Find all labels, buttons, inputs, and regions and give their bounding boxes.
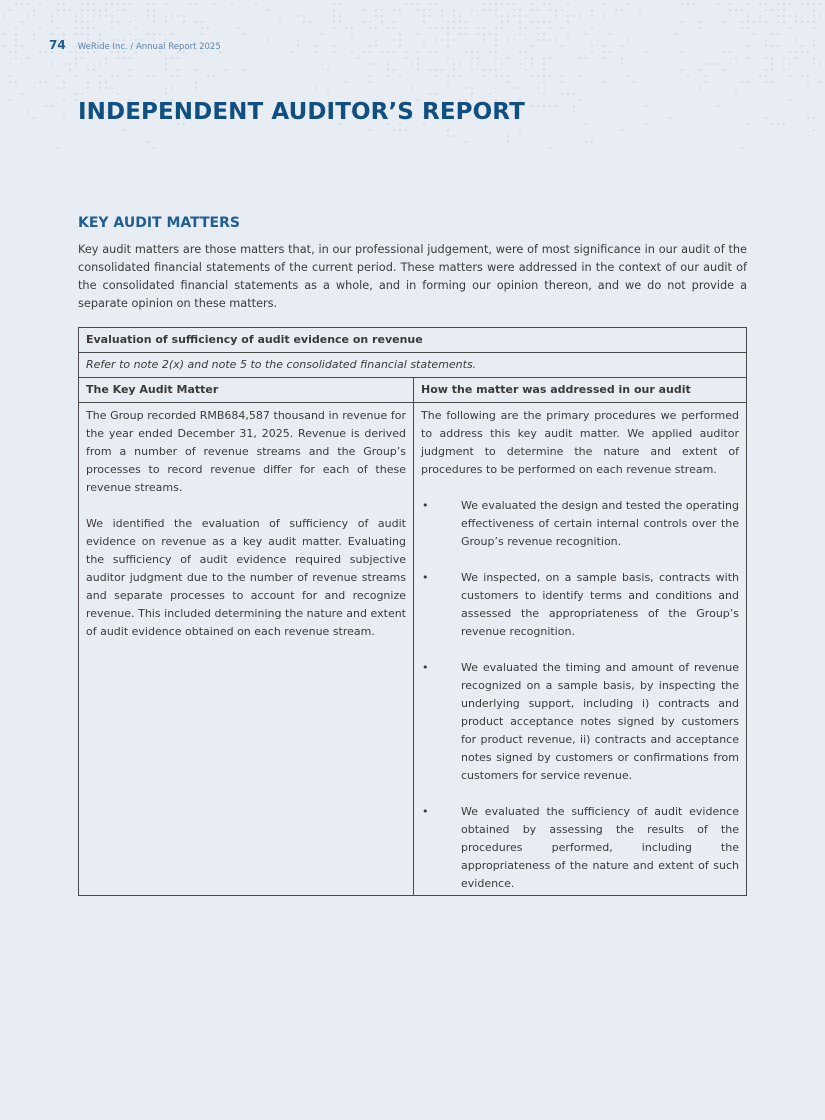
procedure-text: We evaluated the sufficiency of audit evidence obtained by assessing the results of the procedures performed, including the appropriateness of the nature and extent of such evidence. [461,805,739,890]
key-audit-matter-table [78,327,747,896]
table-body-row [79,403,747,896]
matter-paragraph: We identified the evaluation of sufficiency of audit evidence on revenue as a key audit matter. Evaluating the sufficiency of audit evidence required subjective auditor judgment due to the number of revenue streams and separate processes to account for and recognize revenue. This included determining the nature and extent of audit evidence obtained on each revenue stream. [86,517,406,638]
procedure-item [421,497,739,551]
procedure-text: We evaluated the design and tested the operating effectiveness of certain internal controls over the Group’s revenue recognition. [461,499,739,548]
page-title: INDEPENDENT AUDITOR’S REPORT [78,99,525,125]
section-intro: Key audit matters are those matters that, in our professional judgement, were of most significance in our audit of the consolidated financial statements of the current period. These matters were addressed in the context of our audit of the consolidated financial statements as a whole, and in forming our opinion thereon, and we do not provide a separate opinion on these matters. [78,243,747,310]
procedure-item [421,659,739,785]
matter-cell [79,403,414,896]
table-title-row [79,328,747,353]
page-header [49,38,221,52]
procedure-item [421,569,739,641]
procedure-text: We inspected, on a sample basis, contracts with customers to identify terms and conditions and assessed the appropriateness of the Group’s revenue recognition. [461,571,739,638]
procedure-list [421,497,739,893]
column-header-matter: The Key Audit Matter [79,378,414,403]
section-heading: KEY AUDIT MATTERS [78,215,240,231]
column-header-response: How the matter was addressed in our audit [414,378,747,403]
procedure-text: We evaluated the timing and amount of revenue recognized on a sample basis, by inspecting the underlying support, including i) contracts and product acceptance notes signed by customers for product revenue, ii) contracts and acceptance notes signed by customers or confirmations from customers for service revenue. [461,661,739,782]
bullet-icon: • [422,571,429,584]
bullet-icon: • [422,661,429,674]
table-reference-row [79,353,747,378]
response-intro: The following are the primary procedures we performed to address this key audit matter. We applied auditor judgment to determine the nature and extent of procedures to be performed on each revenue stream. [421,409,739,476]
procedure-item [421,803,739,893]
bullet-icon: • [422,499,429,512]
running-head: WeRide Inc. / Annual Report 2025 [77,42,221,52]
response-cell [414,403,747,896]
matter-paragraph: The Group recorded RMB684,587 thousand in revenue for the year ended December 31, 2025. Revenue is derived from a number of revenue streams and the Group’s processes to record revenue differ for each of these revenue streams. [86,409,406,494]
table-title: Evaluation of sufficiency of audit evidence on revenue [79,328,747,353]
decorative-dot-pattern [0,0,825,160]
table-reference: Refer to note 2(x) and note 5 to the consolidated financial statements. [79,353,747,378]
page-number: 74 [49,38,66,52]
bullet-icon: • [422,805,429,818]
table-header-row [79,378,747,403]
